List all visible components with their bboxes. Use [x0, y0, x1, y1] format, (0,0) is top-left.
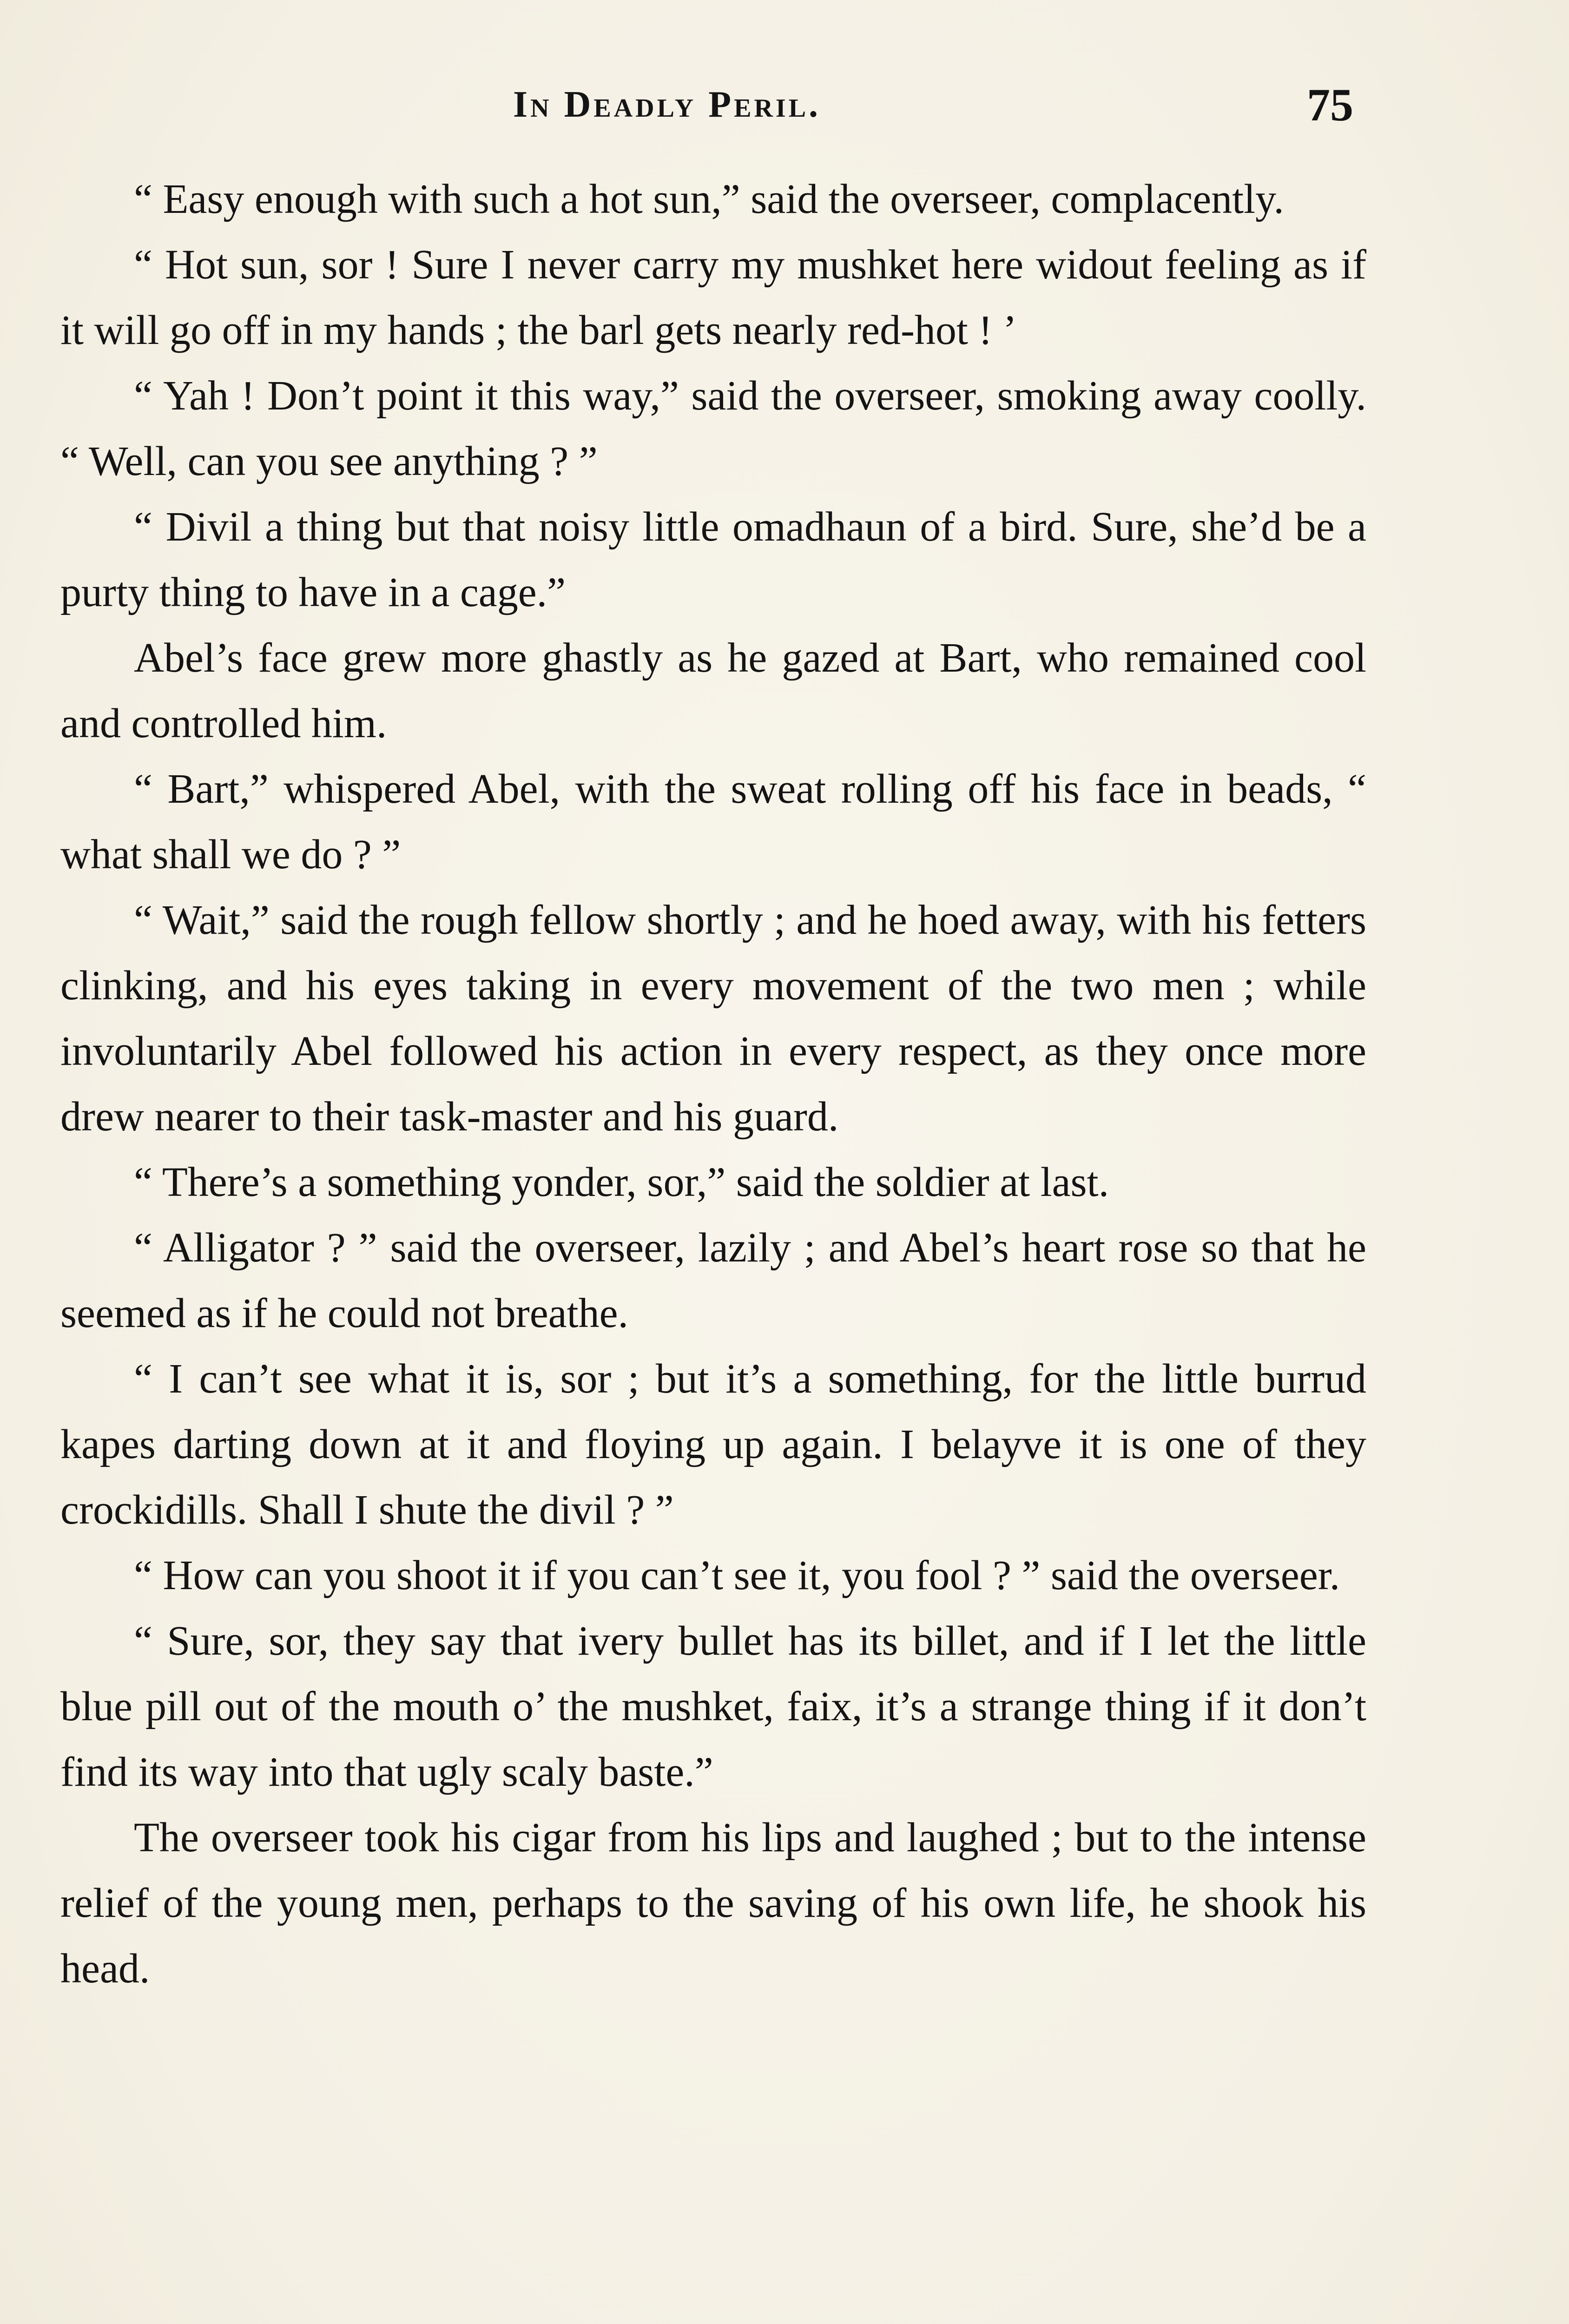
- paragraph: “ Sure, sor, they say that ivery bullet has its billet, and if I let the little blue pill out of the mouth o’ the mushket, faix, it’s a strange thing if it don’t find its way into that ugly scaly baste.”: [60, 1618, 1366, 1795]
- running-head: In Deadly Peril.: [513, 84, 821, 125]
- paragraph: “ Divil a thing but that noisy little omadhaun of a bird. Sure, she’d be a purty thing to have in a cage.”: [60, 504, 1366, 615]
- paragraph: Abel’s face grew more ghastly as he gazed at Bart, who remained cool and controlled him.: [60, 635, 1366, 746]
- paragraph: “ Bart,” whispered Abel, with the sweat rolling off his face in beads, “ what shall we do ? ”: [60, 766, 1366, 878]
- page-number: 75: [1307, 79, 1353, 131]
- paragraph: “ I can’t see what it is, sor ; but it’s a something, for the little burrud kapes darting down at it and floying up again. I belayve it is one of they crockidills. Shall I shute the divil ? ”: [60, 1356, 1366, 1533]
- body-text: [60, 166, 1366, 2001]
- paragraph: “ How can you shoot it if you can’t see it, you fool ? ” said the overseer.: [134, 1552, 1340, 1598]
- paragraph: “ Easy enough with such a hot sun,” said the overseer, complacently.: [134, 176, 1284, 222]
- paragraph: “ Yah ! Don’t point it this way,” said the overseer, smoking away coolly. “ Well, can you see anything ? ”: [60, 373, 1366, 484]
- paragraph: “ Hot sun, sor ! Sure I never carry my mushket here widout feeling as if it will go off in my hands ; the barl gets nearly red-hot ! ’: [60, 242, 1366, 353]
- paragraph: “ There’s a something yonder, sor,” said the soldier at last.: [134, 1159, 1109, 1205]
- paragraph: “ Alligator ? ” said the overseer, lazily ; and Abel’s heart rose so that he seemed as if he could not breathe.: [60, 1225, 1366, 1336]
- paragraph: “ Wait,” said the rough fellow shortly ; and he hoed away, with his fetters clinking, and his eyes taking in every movement of the two men ; while involuntarily Abel followed his action in every respect, as they once more drew nearer to their task-master and his guard.: [60, 897, 1366, 1140]
- paragraph: The overseer took his cigar from his lips and laughed ; but to the intense relief of the young men, perhaps to the saving of his own life, he shook his head.: [60, 1815, 1366, 1992]
